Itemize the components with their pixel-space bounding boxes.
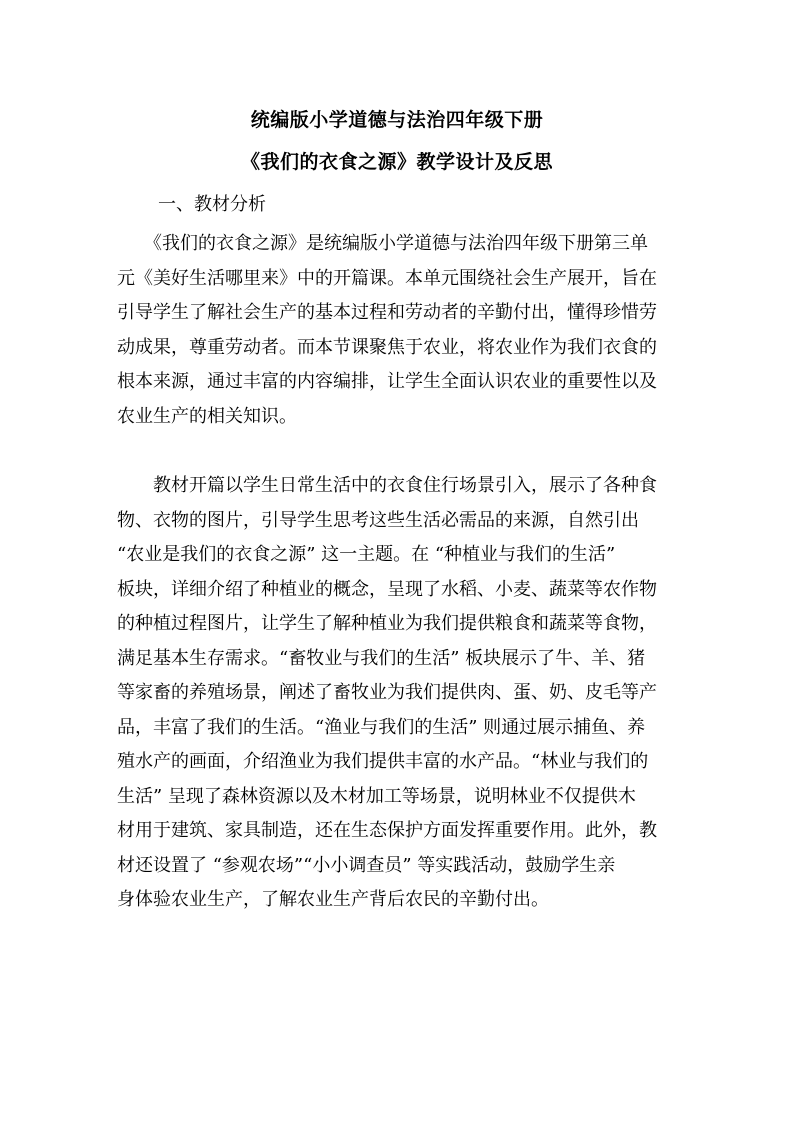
paragraph-line: 《我们的衣食之源》是统编版小学道德与法治四年级下册第三单 xyxy=(117,233,648,254)
paragraph-1 xyxy=(117,227,677,434)
paragraph-line: 物、衣物的图片，引导学生思考这些生活必需品的来源，自然引出 xyxy=(117,509,639,531)
section-heading: 一、教材分析 xyxy=(158,194,266,215)
paragraph-line: 材用于建筑、家具制造，还在生态保护方面发挥重要作用。此外，教 xyxy=(117,820,657,841)
paragraph-line: 生活” 呈现了森林资源以及木材加工等场景，说明林业不仅提供木 xyxy=(117,785,636,807)
paragraph-line: 身体验农业生产，了解农业生产背后农民的辛勤付出。 xyxy=(117,889,549,910)
paragraph-line: 满足基本生存需求。“畜牧业与我们的生活” 板块展示了牛、羊、猪 xyxy=(117,647,646,669)
paragraph-line: “农业是我们的衣食之源” 这一主题。在 “种植业与我们的生活” xyxy=(117,544,616,565)
document-title-line-1: 统编版小学道德与法治四年级下册 xyxy=(250,109,544,131)
paragraph-line: 教材开篇以学生日常生活中的衣食住行场景引入，展示了各种食 xyxy=(117,475,657,496)
paragraph-line: 板块，详细介绍了种植业的概念，呈现了水稻、小麦、蔬菜等农作物 xyxy=(117,578,657,600)
paragraph-line: 元《美好生活哪里来》中的开篇课。本单元围绕社会生产展开，旨在 xyxy=(117,267,657,289)
paragraph-line: 的种植过程图片，让学生了解种植业为我们提供粮食和蔬菜等食物， xyxy=(117,613,657,634)
paragraph-line: 品，丰富了我们的生活。“渔业与我们的生活” 则通过展示捕鱼、养 xyxy=(117,716,646,738)
paragraph-line: 引导学生了解社会生产的基本过程和劳动者的辛勤付出，懂得珍惜劳 xyxy=(117,302,657,323)
paragraph-line: 等家畜的养殖场景，阐述了畜牧业为我们提供肉、蛋、奶、皮毛等产 xyxy=(117,682,657,703)
paragraph-line: 动成果，尊重劳动者。而本节课聚焦于农业，将农业作为我们衣食的 xyxy=(117,336,657,358)
document-title-line-2: 《我们的衣食之源》教学设计及反思 xyxy=(240,151,553,173)
paragraph-2 xyxy=(117,469,677,918)
paragraph-line: 农业生产的相关知识。 xyxy=(117,405,297,427)
paragraph-line: 材还设置了 “参观农场”“小小调查员” 等实践活动，鼓励学生亲 xyxy=(117,854,616,876)
paragraph-line: 殖水产的画面，介绍渔业为我们提供丰富的水产品。“林业与我们的 xyxy=(117,751,649,772)
paragraph-line: 根本来源，通过丰富的内容编排，让学生全面认识农业的重要性以及 xyxy=(117,371,657,392)
